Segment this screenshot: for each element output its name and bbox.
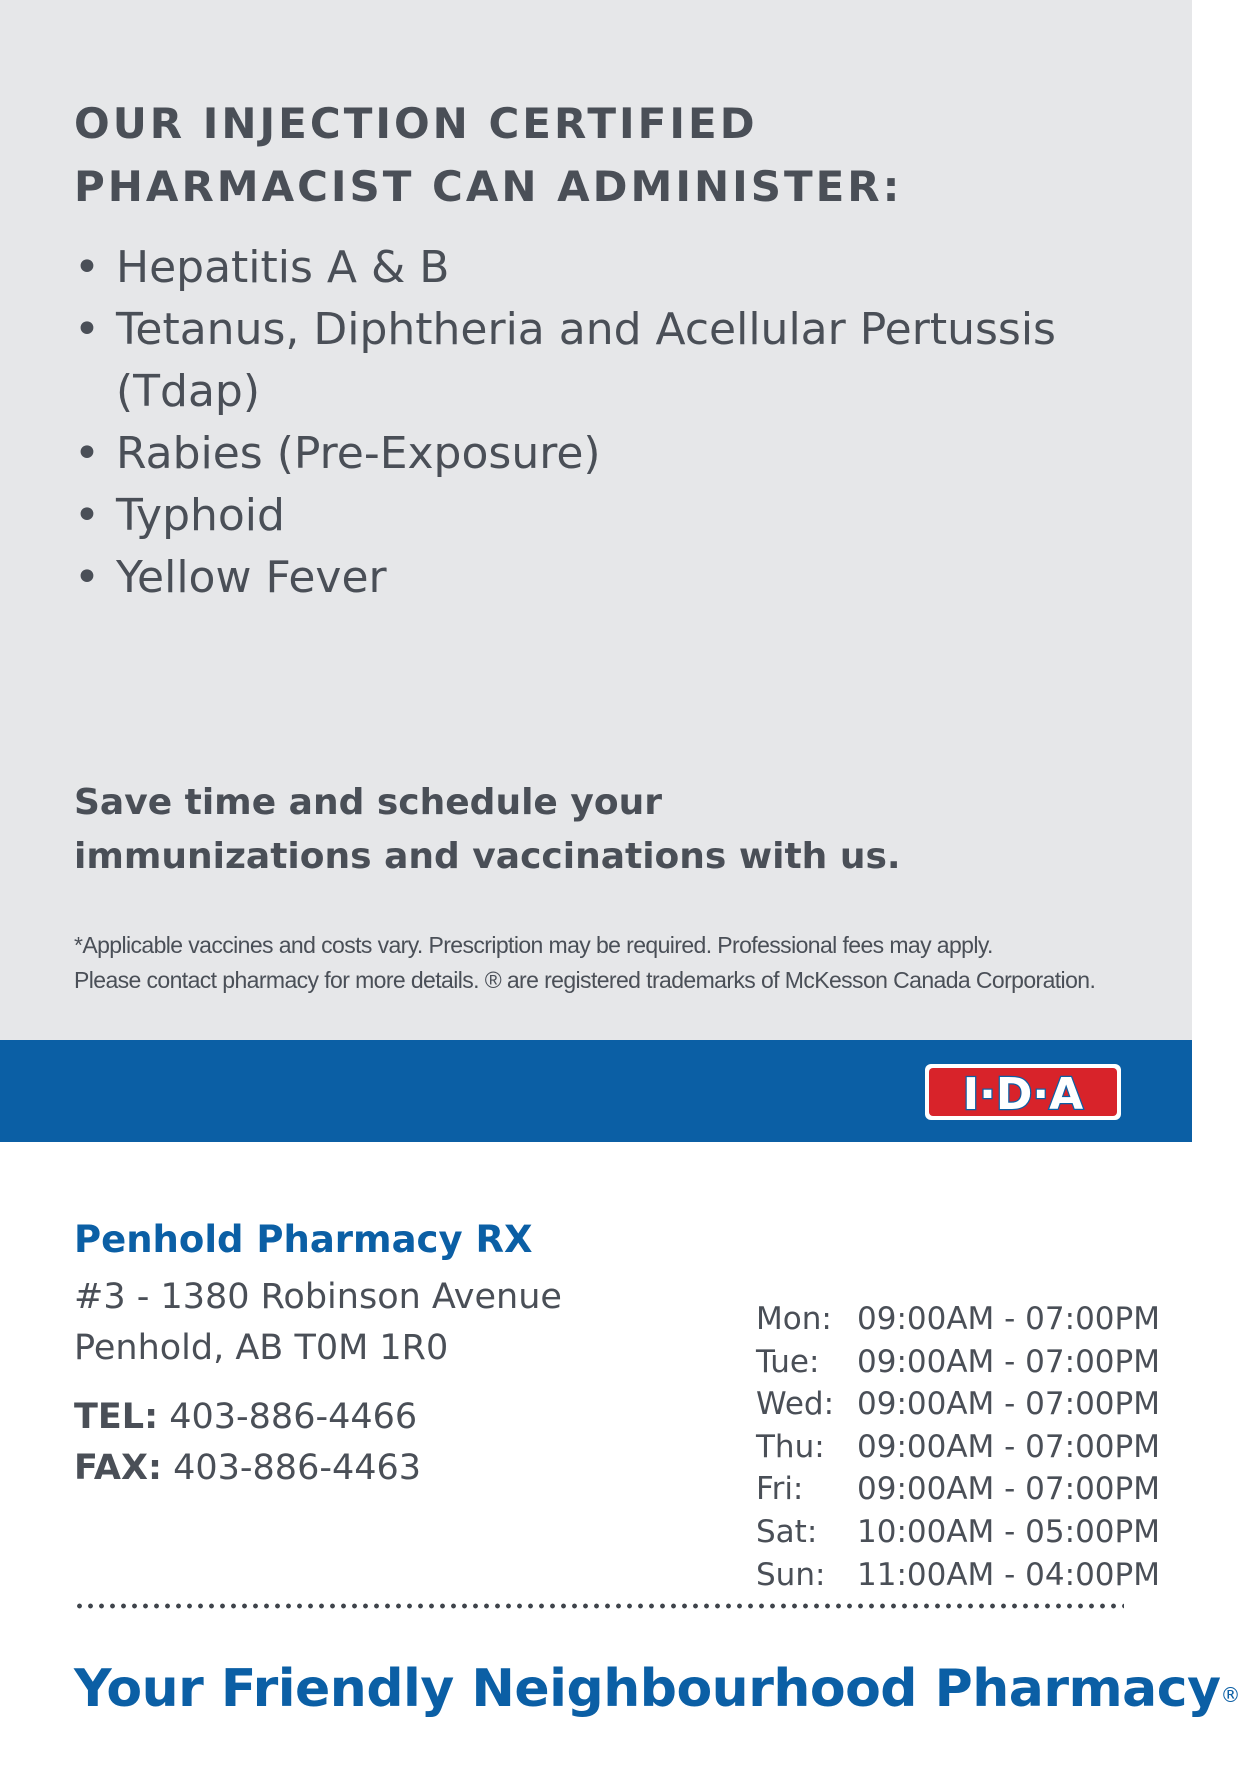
tagline <box>74 1653 1240 1725</box>
hours-day: Sun: <box>756 1556 826 1593</box>
services-heading-line1: OUR INJECTION CERTIFIED <box>74 99 758 148</box>
address-line1: #3 - 1380 Robinson Avenue <box>74 1277 562 1317</box>
hours-time: 09:00AM - 07:00PM <box>857 1301 1160 1337</box>
vaccine-item: • Hepatitis A & B <box>74 237 1134 299</box>
hours-day: Thu: <box>756 1428 825 1465</box>
disclaimer-line2: Please contact pharmacy for more details. ® are registered trademarks of McKesson Canada Corporation. <box>74 967 1096 993</box>
tagline-text: Your Friendly Neighbourhood Pharmacy <box>74 1659 1221 1719</box>
promo-line1: Save time and schedule your <box>74 782 662 823</box>
hours-day: Sat: <box>756 1513 818 1550</box>
vaccine-item: • Typhoid <box>74 485 1134 547</box>
address-line2: Penhold, AB T0M 1R0 <box>74 1328 449 1368</box>
services-heading <box>74 92 902 218</box>
store-contact <box>74 1392 421 1494</box>
hours-row <box>756 1341 1160 1384</box>
tel-number[interactable]: 403-886-4466 <box>169 1397 418 1437</box>
fax-number: 403-886-4463 <box>173 1448 422 1488</box>
registered-mark: ® <box>1220 1683 1240 1707</box>
hours-time: 10:00AM - 05:00PM <box>857 1513 1160 1550</box>
hours-row <box>756 1298 1160 1341</box>
vaccine-item: • Yellow Fever <box>74 547 1134 609</box>
hours-time: 09:00AM - 07:00PM <box>857 1428 1160 1465</box>
services-heading-line2: PHARMACIST CAN ADMINISTER: <box>74 162 903 211</box>
ida-logo <box>924 1061 1122 1123</box>
disclaimer <box>74 928 1154 998</box>
hours-row <box>756 1426 1160 1469</box>
store-address <box>74 1272 562 1374</box>
store-hours <box>756 1298 1160 1596</box>
hours-row <box>756 1468 1160 1511</box>
vaccine-item: • Rabies (Pre-Exposure) <box>74 423 1134 485</box>
hours-time: 11:00AM - 04:00PM <box>857 1556 1160 1593</box>
disclaimer-line1: *Applicable vaccines and costs vary. Prescription may be required. Professional fees may apply. <box>74 932 993 958</box>
vaccine-list <box>74 237 1134 609</box>
vaccine-item: • Tetanus, Diphtheria and Acellular Pertussis (Tdap) <box>74 299 1134 423</box>
fax-row <box>74 1443 421 1494</box>
promo-line2: immunizations and vaccinations with us. <box>74 836 901 877</box>
dotted-divider <box>74 1603 1124 1609</box>
brand-band <box>0 1040 1192 1142</box>
hours-time: 09:00AM - 07:00PM <box>857 1343 1160 1380</box>
hours-row <box>756 1554 1160 1597</box>
store-name: Penhold Pharmacy RX <box>74 1218 533 1261</box>
hours-day: Fri: <box>756 1471 804 1508</box>
hours-day: Tue: <box>756 1343 820 1380</box>
promo-text <box>74 776 1074 884</box>
hours-day: Wed: <box>756 1386 835 1423</box>
tel-row <box>74 1392 421 1443</box>
tel-label: TEL: <box>74 1397 159 1437</box>
hours-day: Mon: <box>756 1301 832 1337</box>
hours-time: 09:00AM - 07:00PM <box>857 1386 1160 1423</box>
ida-logo-text: I·D·A <box>962 1069 1084 1120</box>
hours-row <box>756 1511 1160 1554</box>
hours-time: 09:00AM - 07:00PM <box>857 1471 1160 1508</box>
hours-row <box>756 1383 1160 1426</box>
fax-label: FAX: <box>74 1448 162 1488</box>
